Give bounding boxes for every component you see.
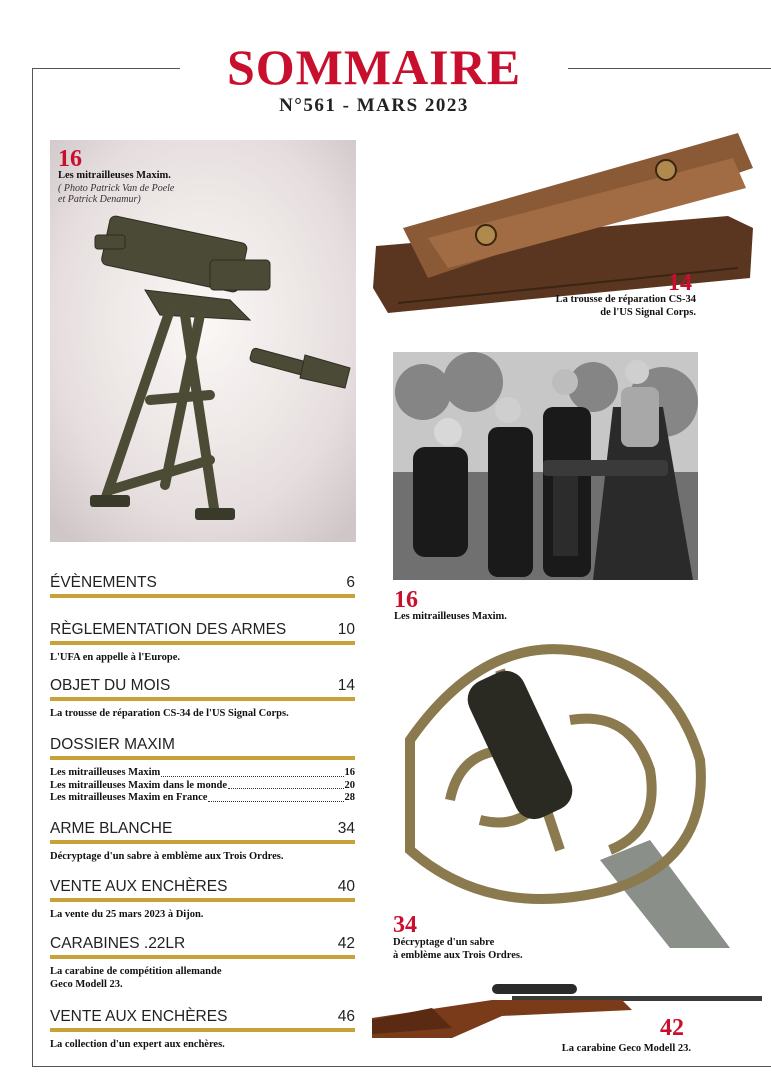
toc-item-page: 16: [344, 767, 355, 778]
toc-vente-encheres-2[interactable]: [50, 1008, 355, 1052]
photo-vintage-group: [393, 352, 698, 580]
section-title: DOSSIER MAXIM: [50, 736, 175, 753]
section-desc: La trousse de réparation CS-34 de l'US Signal Corps.: [50, 708, 289, 719]
section-bar: [50, 756, 355, 760]
section-title: VENTE AUX ENCHÈRES: [50, 878, 228, 895]
toc-objet-du-mois[interactable]: [50, 677, 355, 721]
section-title: CARABINES .22LR: [50, 935, 186, 952]
photo-sabre-caption-1: Décryptage d'un sabre: [393, 937, 495, 948]
section-bar: [50, 1028, 355, 1032]
section-bar: [50, 641, 355, 645]
toc-dossier-item[interactable]: [50, 780, 355, 793]
section-title: RÈGLEMENTATION DES ARMES: [50, 621, 287, 638]
section-desc-line-1: La carabine de compétition allemande: [50, 966, 222, 977]
photo-pouch-caption-2: de l'US Signal Corps.: [600, 307, 696, 318]
toc-dossier-maxim[interactable]: [50, 736, 355, 805]
toc-evenements[interactable]: [50, 574, 355, 598]
section-bar: [50, 955, 355, 959]
photo-sabre-number: 34: [393, 912, 417, 938]
frame-line-top-right: [568, 68, 771, 69]
photo-sabre: [370, 630, 762, 948]
issue-number: N°561 - MARS 2023: [279, 95, 469, 116]
section-page: 34: [337, 820, 355, 837]
section-bar: [50, 594, 355, 598]
photo-pouch-caption-1: La trousse de réparation CS-34: [555, 294, 696, 305]
section-title: ÉVÈNEMENTS: [50, 574, 157, 591]
frame-line-top-left: [32, 68, 180, 69]
section-page: 14: [337, 677, 355, 694]
section-title: OBJET DU MOIS: [50, 677, 171, 694]
photo-vintage-number: 16: [394, 587, 418, 613]
photo-maxim-studio-credit-1: ( Photo Patrick Van de Poele: [58, 183, 175, 194]
photo-maxim-studio-caption: Les mitrailleuses Maxim.: [58, 170, 171, 181]
section-desc: Décryptage d'un sabre à emblème aux Trois Ordres.: [50, 851, 284, 862]
toc-item-label: Les mitrailleuses Maxim dans le monde: [50, 779, 228, 791]
section-bar: [50, 840, 355, 844]
section-page: 42: [337, 935, 355, 952]
toc-dossier-item[interactable]: [50, 792, 355, 805]
toc-item-page: 28: [344, 792, 355, 803]
toc-vente-encheres-1[interactable]: [50, 878, 355, 922]
section-desc: La collection d'un expert aux enchères.: [50, 1039, 225, 1050]
toc-carabines[interactable]: [50, 935, 355, 991]
toc-dossier-item[interactable]: [50, 767, 355, 780]
photo-vintage-caption: Les mitrailleuses Maxim.: [394, 611, 507, 622]
photo-rifle: [372, 978, 762, 1041]
toc-item-label: Les mitrailleuses Maxim: [50, 767, 161, 778]
section-title: VENTE AUX ENCHÈRES: [50, 1008, 228, 1025]
section-desc: La vente du 25 mars 2023 à Dijon.: [50, 909, 204, 920]
section-bar: [50, 898, 355, 902]
section-desc: [50, 966, 355, 991]
toc-item-page: 20: [344, 779, 355, 791]
toc-item-label: Les mitrailleuses Maxim en France: [50, 792, 208, 803]
photo-sabre-caption-2: à emblème aux Trois Ordres.: [393, 950, 523, 961]
photo-maxim-studio-number: 16: [58, 146, 82, 172]
section-bar: [50, 697, 355, 701]
section-page: 10: [337, 621, 355, 638]
photo-pouch-number: 14: [668, 270, 692, 296]
frame-line-bottom: [32, 1066, 771, 1067]
photo-rifle-caption: La carabine Geco Modell 23.: [561, 1043, 691, 1054]
photo-maxim-studio-credit-2: et Patrick Denamur): [58, 194, 141, 205]
section-page: 6: [346, 574, 355, 591]
frame-line-left: [32, 68, 33, 1066]
toc-arme-blanche[interactable]: [50, 820, 355, 864]
section-page: 46: [337, 1008, 355, 1025]
section-page: 40: [337, 878, 355, 895]
photo-rifle-number: 42: [660, 1015, 684, 1041]
section-title: ARME BLANCHE: [50, 820, 173, 837]
toc-reglementation[interactable]: [50, 621, 355, 665]
page-title: SOMMAIRE: [226, 39, 522, 95]
section-desc: L'UFA en appelle à l'Europe.: [50, 652, 180, 663]
section-desc-line-2: Geco Modell 23.: [50, 978, 123, 990]
